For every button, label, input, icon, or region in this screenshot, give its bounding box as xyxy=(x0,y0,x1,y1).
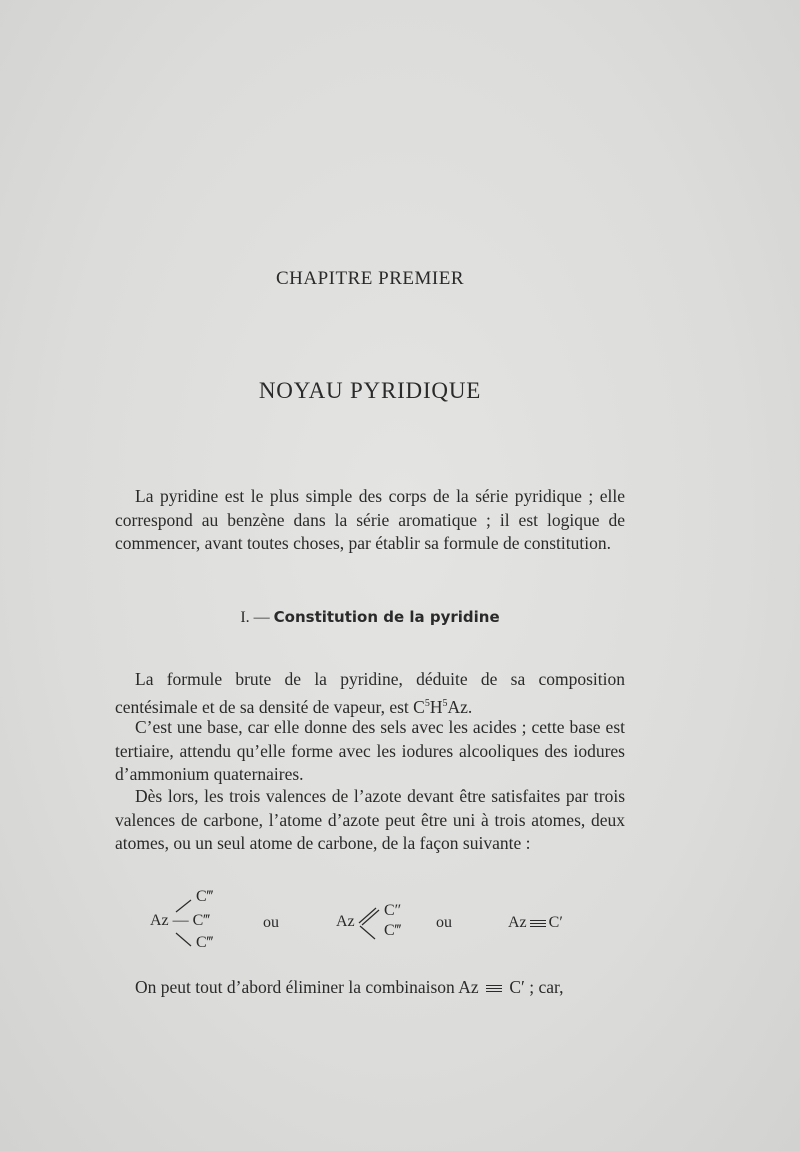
formula3-carbon: C′ xyxy=(548,914,563,931)
carbon-subscript: 5 xyxy=(424,697,430,709)
formula-paragraph xyxy=(115,668,625,719)
formula3 xyxy=(508,914,563,932)
formula2-top-carbon: C″ xyxy=(384,902,402,919)
nitrogen-symbol: Az. xyxy=(447,696,473,717)
formula1-bottom-carbon: C‴ xyxy=(196,934,214,951)
intro-paragraph: La pyridine est le plus simple des corps de la série pyridique ; elle correspond au benzène dans la série aromatique ; il est logique de commencer, avant toutes choses, par établir sa formule de constitution. xyxy=(115,486,625,553)
hydrogen-symbol: H xyxy=(429,696,443,717)
or-label-2: ou xyxy=(436,914,452,931)
valence-paragraph: Dès lors, les trois valences de l’azote devant être satisfaites par trois valences de carbone, l’atome d’azote peut être uni à trois atomes, deux atomes, ou un seul atome de carbone, de la façon suivante : xyxy=(115,786,625,853)
last-line-end: C′ ; car, xyxy=(509,977,564,997)
triple-bond-icon xyxy=(486,985,502,992)
last-line xyxy=(135,977,625,998)
hydrogen-subscript: 5 xyxy=(442,697,448,709)
section-heading xyxy=(0,608,740,627)
last-line-text: On peut tout d’abord éliminer la combinaison Az xyxy=(135,977,479,997)
formula2-bonds xyxy=(356,903,386,943)
triple-bond-icon xyxy=(530,920,546,927)
chapter-heading: CHAPITRE PREMIER xyxy=(276,268,464,289)
formula2-nitrogen: Az xyxy=(336,913,355,930)
base-paragraph: C’est une base, car elle donne des sels avec les acides ; cette base est tertiaire, attendu qu’elle forme avec les iodures alcooliques des iodures d’ammonium quaternaires. xyxy=(115,717,625,784)
chapter-title: NOYAU PYRIDIQUE xyxy=(258,378,482,403)
formula2-bottom-carbon: C‴ xyxy=(384,922,402,939)
section-title: Constitution de la pyridine xyxy=(273,608,500,626)
formula1-top-carbon: C‴ xyxy=(196,888,214,905)
formula3-nitrogen: Az xyxy=(508,914,527,931)
or-label-1: ou xyxy=(263,914,279,931)
formula1-middle: Az — C‴ xyxy=(150,912,210,929)
section-number: I. — xyxy=(240,609,270,626)
formula-paragraph-text: La formule brute de la pyridine, déduite de sa composition centésimale et de sa densité de vapeur, est C xyxy=(115,669,625,717)
